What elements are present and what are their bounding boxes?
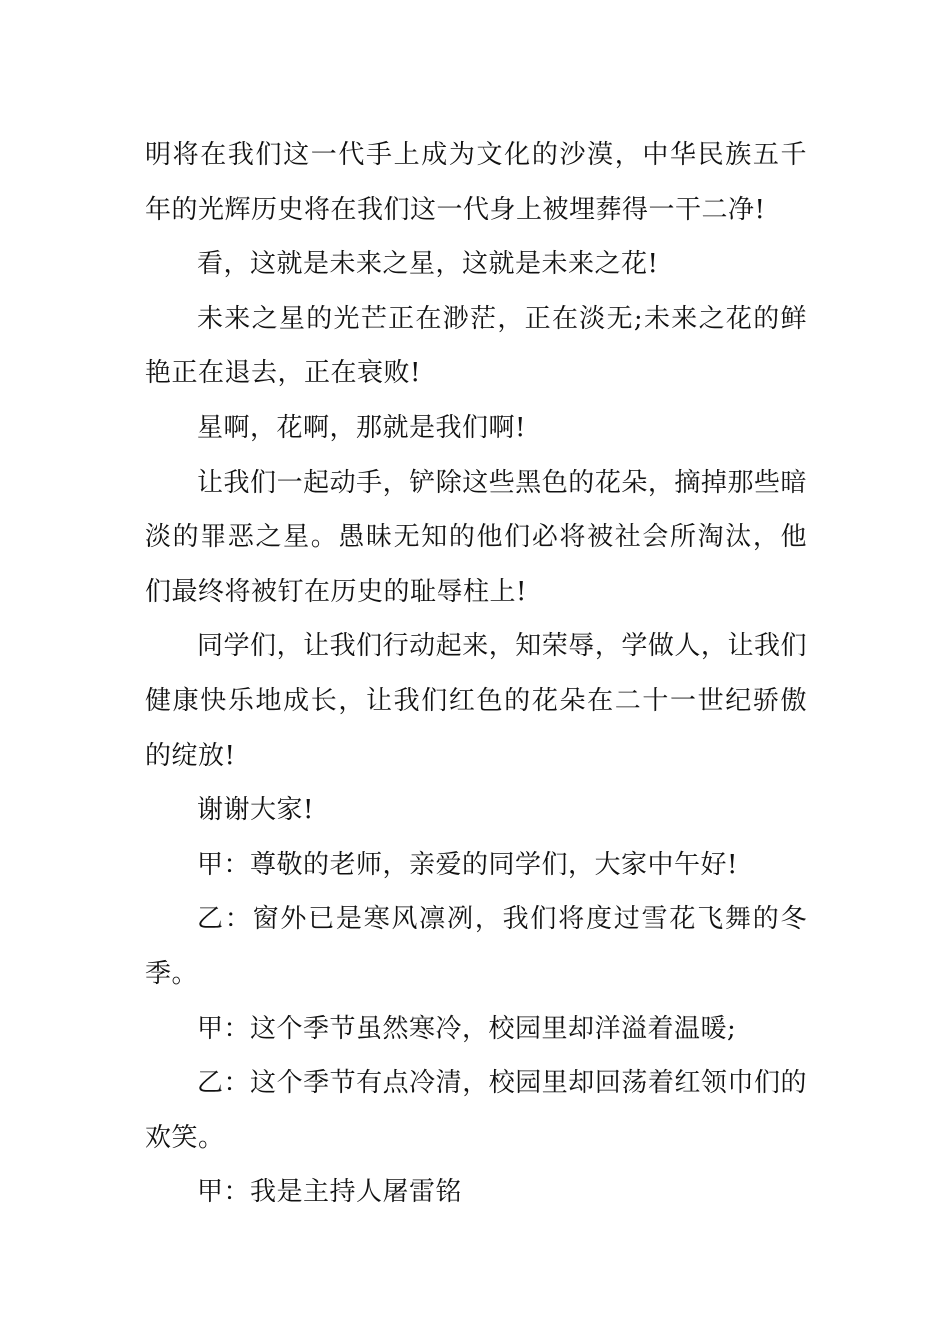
dialogue-line: 甲：尊敬的老师，亲爱的同学们，大家中午好! <box>197 849 738 880</box>
dialogue-line: 乙：这个季节有点冷清，校园里却回荡着红领巾们的欢笑。 <box>145 1068 807 1153</box>
paragraph: 同学们，让我们行动起来，知荣辱，学做人，让我们健康快乐地成长，让我们红色的花朵在二十一世纪骄傲的绽放! <box>145 631 807 771</box>
paragraph: 谢谢大家! <box>197 795 314 826</box>
paragraph: 让我们一起动手，铲除这些黑色的花朵，摘掉那些暗淡的罪恶之星。愚昧无知的他们必将被社会所淘汰，他们最终将被钉在历史的耻辱柱上! <box>145 467 807 607</box>
dialogue-line: 甲：这个季节虽然寒冷，校园里却洋溢着温暖; <box>197 1013 737 1044</box>
dialogue-line: 乙：窗外已是寒风凛冽，我们将度过雪花飞舞的冬季。 <box>145 904 807 989</box>
document-body <box>145 128 807 1220</box>
dialogue-line: 甲：我是主持人屠雷铭 <box>197 1177 463 1208</box>
paragraph: 星啊，花啊，那就是我们啊! <box>197 412 526 443</box>
paragraph: 未来之星的光芒正在渺茫，正在淡无;未来之花的鲜艳正在退去，正在衰败! <box>145 303 807 389</box>
paragraph: 看，这就是未来之星，这就是未来之花! <box>197 249 659 280</box>
paragraph: 明将在我们这一代手上成为文化的沙漠，中华民族五千年的光辉历史将在我们这一代身上被埋葬得一干二净! <box>145 140 807 225</box>
